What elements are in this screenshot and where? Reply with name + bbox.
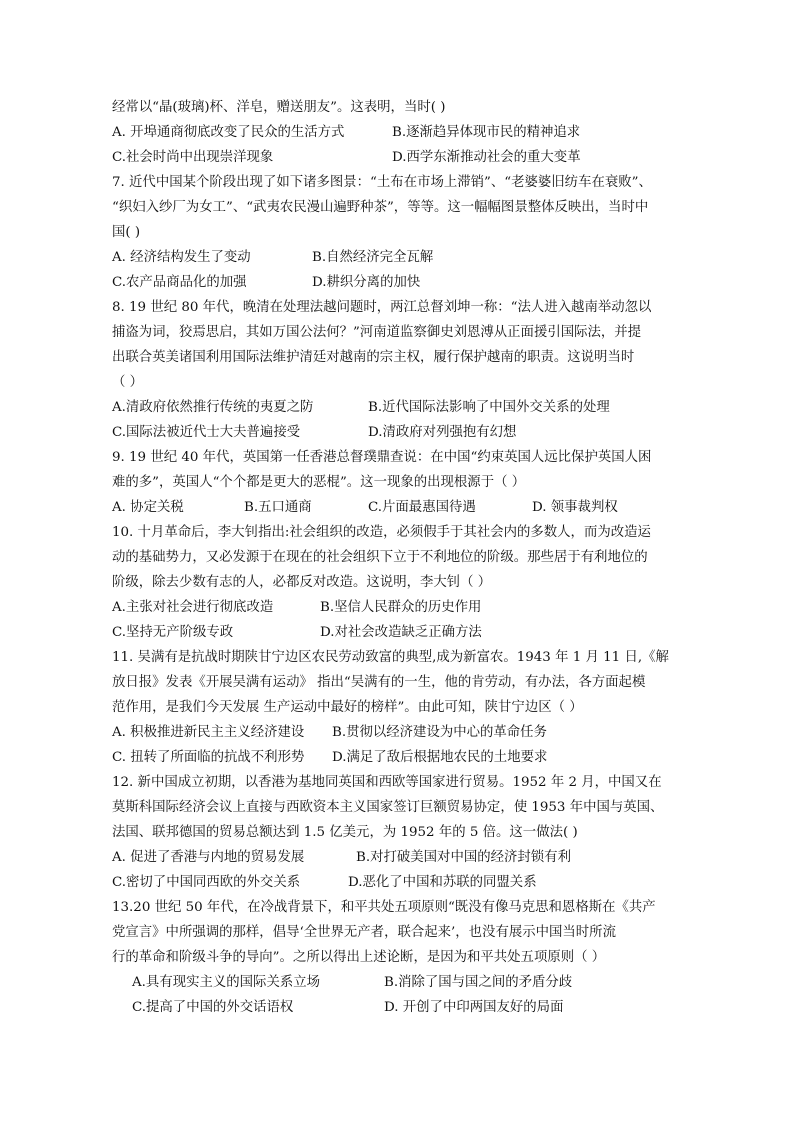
- question-8-line-1: 8. 19 世纪 80 年代，晚清在处理法越问题时，两江总督刘坤一称：“法人进入越南举动忽以: [112, 300, 652, 315]
- question-10-line-2: 动的基础势力，又必发源于在现在的社会组织下立于不利地位的阶级。那些居于有利地位的: [112, 550, 648, 565]
- q12-option-a: A. 促进了香港与内地的贸易发展: [112, 850, 305, 865]
- q6-option-d: D.西学东渐推动社会的重大变革: [392, 150, 581, 165]
- q12-option-d: D.恶化了中国和苏联的同盟关系: [348, 875, 537, 890]
- question-6-stem: 经常以“晶(玻璃)杯、洋皂，赠送朋友”。这表明，当时( ): [112, 100, 446, 115]
- q9-option-c: C.片面最惠国待遇: [368, 500, 476, 515]
- q8-option-b: B.近代国际法影响了中国外交关系的处理: [368, 400, 610, 415]
- question-11-line-3: 范作用，是我们今天发展 生产运动中最好的榜样”。由此可知，陕甘宁边区（ ）: [112, 700, 583, 715]
- question-13-line-1: 13.20 世纪 50 年代，在冷战背景下，和平共处五项原则“既没有像马克思和恩格斯在《共产: [112, 900, 656, 915]
- q12-option-b: B.对打破美国对中国的经济封锁有利: [356, 850, 571, 865]
- q6-option-a: A. 开埠通商彻底改变了民众的生活方式: [112, 125, 345, 140]
- q11-option-a: A. 积极推进新民主主义经济建设: [112, 725, 305, 740]
- q10-option-c: C.坚持无产阶级专政: [112, 625, 234, 640]
- q8-option-d: D.清政府对列强抱有幻想: [368, 425, 517, 440]
- q11-option-c: C. 扭转了所面临的抗战不利形势: [112, 750, 305, 765]
- question-7-line-3: 国( ): [112, 225, 141, 240]
- q10-option-b: B.坚信人民群众的历史作用: [320, 600, 482, 615]
- q9-option-a: A. 协定关税: [112, 500, 184, 515]
- q6-option-c: C.社会时尚中出现崇洋现象: [112, 150, 274, 165]
- q6-option-b: B.逐渐趋异体现市民的精神追求: [392, 125, 581, 140]
- q13-option-b: B.消除了国与国之间的矛盾分歧: [384, 975, 573, 990]
- question-8-line-3: 出联合英美诸国利用国际法维护清廷对越南的宗主权，履行保护越南的职责。这说明当时: [112, 350, 635, 365]
- q12-option-c: C.密切了中国同西欧的外交关系: [112, 875, 301, 890]
- q8-option-a: A.清政府依然推行传统的夷夏之防: [112, 400, 314, 415]
- question-8-line-2: 捕盗为词，狡焉思启，其如万国公法何？”河南道监察御史刘恩溥从正面援引国际法，并提: [112, 325, 642, 340]
- q10-option-a: A.主张对社会进行彻底改造: [112, 600, 274, 615]
- question-10-line-1: 10. 十月革命后，李大钊指出:社会组织的改造，必须假手于其社会内的多数人，而为改造运: [112, 525, 651, 540]
- q11-option-d: D.满足了敌后根据地农民的土地要求: [332, 750, 548, 765]
- question-10-line-3: 阶级，除去少数有志的人，必都反对改造。这说明，李大钊（ ）: [112, 575, 492, 590]
- q13-option-d: D. 开创了中印两国友好的局面: [384, 1000, 564, 1015]
- q13-option-c: C.提高了中国的外交话语权: [132, 1000, 294, 1015]
- q7-option-c: C.农产品商品化的加强: [112, 275, 247, 290]
- question-11-line-1: 11. 吴满有是抗战时期陕甘宁边区农民劳动致富的典型,成为新富农。1943 年 1 月 11 日,《解: [112, 650, 669, 665]
- q10-option-d: D.对社会改造缺乏正确方法: [320, 625, 482, 640]
- q7-option-d: D.耕织分离的加快: [312, 275, 421, 290]
- q8-option-c: C.国际法被近代士大夫普遍接受: [112, 425, 301, 440]
- question-11-line-2: 放日报》发表《开展吴满有运动》 指出“吴满有的一生，他的肯劳动，有办法，各方面起模: [112, 675, 646, 690]
- q11-option-b: B.贯彻以经济建设为中心的革命任务: [332, 725, 547, 740]
- question-13-line-2: 党宣言》中所强调的那样，倡导‘全世界无产者，联合起来’，也没有展示中国当时所流: [112, 925, 616, 940]
- question-7-line-2: “织妇入纱厂为女工”、“武夷农民漫山遍野种茶”，等等。这一幅幅图景整体反映出，当时中: [112, 200, 649, 215]
- q9-option-d: D. 领事裁判权: [532, 500, 618, 515]
- question-12-line-2: 莫斯科国际经济会议上直接与西欧资本主义国家签订巨额贸易协定，使 1953 年中国与英国、: [112, 800, 664, 815]
- question-9-line-2: 难的多”，英国人“个个都是更大的恶棍”。这一现象的出现根源于（ ）: [112, 475, 526, 490]
- q7-option-a: A. 经济结构发生了变动: [112, 250, 251, 265]
- question-12-line-3: 法国、联邦德国的贸易总额达到 1.5 亿美元，为 1952 年的 5 倍。这一做法( ): [112, 825, 578, 840]
- question-12-line-1: 12. 新中国成立初期，以香港为基地同英国和西欧等国家进行贸易。1952 年 2 月，中国又在: [112, 775, 662, 790]
- q13-option-a: A.具有现实主义的国际关系立场: [132, 975, 321, 990]
- q9-option-b: B.五口通商: [244, 500, 312, 515]
- question-9-line-1: 9. 19 世纪 40 年代，英国第一任香港总督璞鼎查说：在中国“约束英国人远比保护英国人困: [112, 450, 652, 465]
- question-7-line-1: 7. 近代中国某个阶段出现了如下诸多图景：“土布在市场上滞销”、“老婆婆旧纺车在衰败”、: [112, 175, 652, 190]
- q7-option-b: B.自然经济完全瓦解: [312, 250, 434, 265]
- question-13-line-3: 行的革命和阶级斗争的导向”。之所以得出上述论断，是因为和平共处五项原则（ ）: [112, 950, 606, 965]
- question-8-line-4: （ ）: [112, 375, 144, 390]
